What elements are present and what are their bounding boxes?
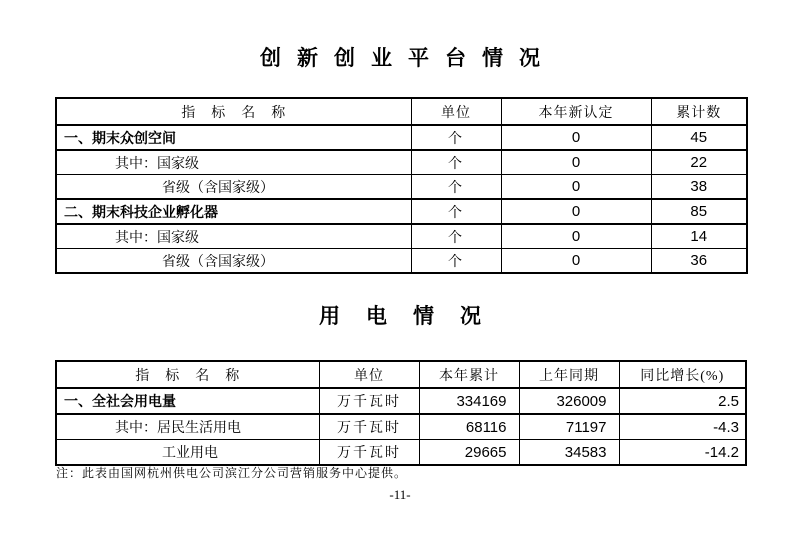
unit-cell: 个 <box>411 199 501 224</box>
section1-title: 创新创业平台情况 <box>260 47 556 70</box>
unit-cell: 万千瓦时 <box>319 414 419 440</box>
column-header: 本年新认定 <box>501 98 651 125</box>
indicator-name: 工业用电 <box>56 440 319 466</box>
table-row <box>56 199 747 224</box>
unit-cell: 个 <box>411 224 501 249</box>
electricity-usage-table <box>55 360 747 466</box>
table-body <box>56 388 746 465</box>
unit-cell: 个 <box>411 150 501 175</box>
value-cell: 14 <box>651 224 747 249</box>
value-cell: 36 <box>651 249 747 274</box>
value-cell: 326009 <box>519 388 619 414</box>
value-cell: 38 <box>651 175 747 200</box>
value-cell: 334169 <box>419 388 519 414</box>
table-row <box>56 150 747 175</box>
column-header: 指 标 名 称 <box>56 361 319 388</box>
unit-cell: 万千瓦时 <box>319 440 419 466</box>
value-cell: 0 <box>501 150 651 175</box>
section2-title: 用电情况 <box>319 305 507 328</box>
indicator-name: 省级（含国家级） <box>56 175 411 200</box>
table-row <box>56 440 746 466</box>
value-cell: 85 <box>651 199 747 224</box>
table-row <box>56 125 747 150</box>
value-cell: 0 <box>501 199 651 224</box>
value-cell: -14.2 <box>619 440 746 466</box>
table-row <box>56 175 747 200</box>
indicator-name: 一、全社会用电量 <box>56 388 319 414</box>
table-header-row <box>56 98 747 125</box>
header-row <box>56 98 747 125</box>
table-row <box>56 224 747 249</box>
column-header: 累计数 <box>651 98 747 125</box>
value-cell: 0 <box>501 224 651 249</box>
value-cell: -4.3 <box>619 414 746 440</box>
column-header: 指 标 名 称 <box>56 98 411 125</box>
header-row <box>56 361 746 388</box>
indicator-name: 省级（含国家级） <box>56 249 411 274</box>
value-cell: 0 <box>501 175 651 200</box>
column-header: 单位 <box>319 361 419 388</box>
value-cell: 68116 <box>419 414 519 440</box>
indicator-name: 二、期末科技企业孵化器 <box>56 199 411 224</box>
unit-cell: 个 <box>411 125 501 150</box>
value-cell: 29665 <box>419 440 519 466</box>
indicator-name: 其中：国家级 <box>56 224 411 249</box>
table-source-note: 注：此表由国网杭州供电公司滨江分公司营销服务中心提供。 <box>56 466 408 480</box>
value-cell: 2.5 <box>619 388 746 414</box>
table-row <box>56 414 746 440</box>
value-cell: 34583 <box>519 440 619 466</box>
table-row <box>56 249 747 274</box>
indicator-name: 其中：国家级 <box>56 150 411 175</box>
unit-cell: 个 <box>411 175 501 200</box>
unit-cell: 个 <box>411 249 501 274</box>
value-cell: 0 <box>501 249 651 274</box>
innovation-platform-table <box>55 97 748 274</box>
indicator-name: 其中：居民生活用电 <box>56 414 319 440</box>
indicator-name: 一、期末众创空间 <box>56 125 411 150</box>
value-cell: 22 <box>651 150 747 175</box>
column-header: 本年累计 <box>419 361 519 388</box>
page-number: -11- <box>389 487 411 502</box>
unit-cell: 万千瓦时 <box>319 388 419 414</box>
column-header: 同比增长(%) <box>619 361 746 388</box>
table-row <box>56 388 746 414</box>
column-header: 上年同期 <box>519 361 619 388</box>
table-body <box>56 125 747 273</box>
value-cell: 0 <box>501 125 651 150</box>
table-header-row <box>56 361 746 388</box>
value-cell: 71197 <box>519 414 619 440</box>
column-header: 单位 <box>411 98 501 125</box>
value-cell: 45 <box>651 125 747 150</box>
